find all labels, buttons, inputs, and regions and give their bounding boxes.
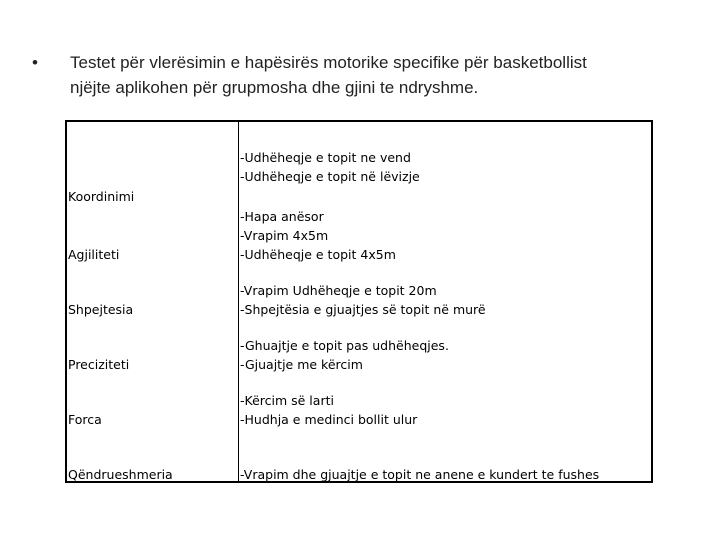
row-label-forca: Forca xyxy=(68,412,102,427)
test-item: -Gjuajtje me kërcim xyxy=(240,357,363,372)
row-label-koordinimi: Koordinimi xyxy=(68,189,135,204)
test-item: -Udhëheqje e topit 4x5m xyxy=(240,247,396,262)
test-item: -Udhëheqje e topit ne vend xyxy=(240,150,411,165)
test-item: -Shpejtësia e gjuajtjes së topit në murë xyxy=(240,302,486,317)
bullet-icon: • xyxy=(32,53,38,72)
test-item: -Vrapim Udhëheqje e topit 20m xyxy=(240,283,437,298)
row-label-qendrueshmeria: Qëndrueshmeria xyxy=(68,467,173,482)
test-item: -Kërcim së larti xyxy=(240,393,334,408)
intro-line-1: Testet për vlerësimin e hapësirës motorike specifike për basketbollist xyxy=(70,53,587,72)
test-item: -Ghuajtje e topit pas udhëheqjes. xyxy=(240,338,449,353)
test-item: -Hudhja e medinci bollit ulur xyxy=(240,412,418,427)
test-item: -Hapa anësor xyxy=(240,209,324,224)
column-divider xyxy=(238,122,239,481)
test-item: -Vrapim 4x5m xyxy=(240,228,329,243)
tests-table xyxy=(65,120,653,483)
row-label-agjiliteti: Agjiliteti xyxy=(68,247,120,262)
test-item: -Vrapim dhe gjuajtje e topit ne anene e kundert te fushes xyxy=(240,467,600,482)
intro-line-2: njëjte aplikohen për grupmosha dhe gjini te ndryshme. xyxy=(70,78,479,97)
test-item: -Udhëheqje e topit në lëvizje xyxy=(240,169,420,184)
row-label-shpejtesia: Shpejtesia xyxy=(68,302,134,317)
row-label-preciziteti: Preciziteti xyxy=(68,357,130,372)
